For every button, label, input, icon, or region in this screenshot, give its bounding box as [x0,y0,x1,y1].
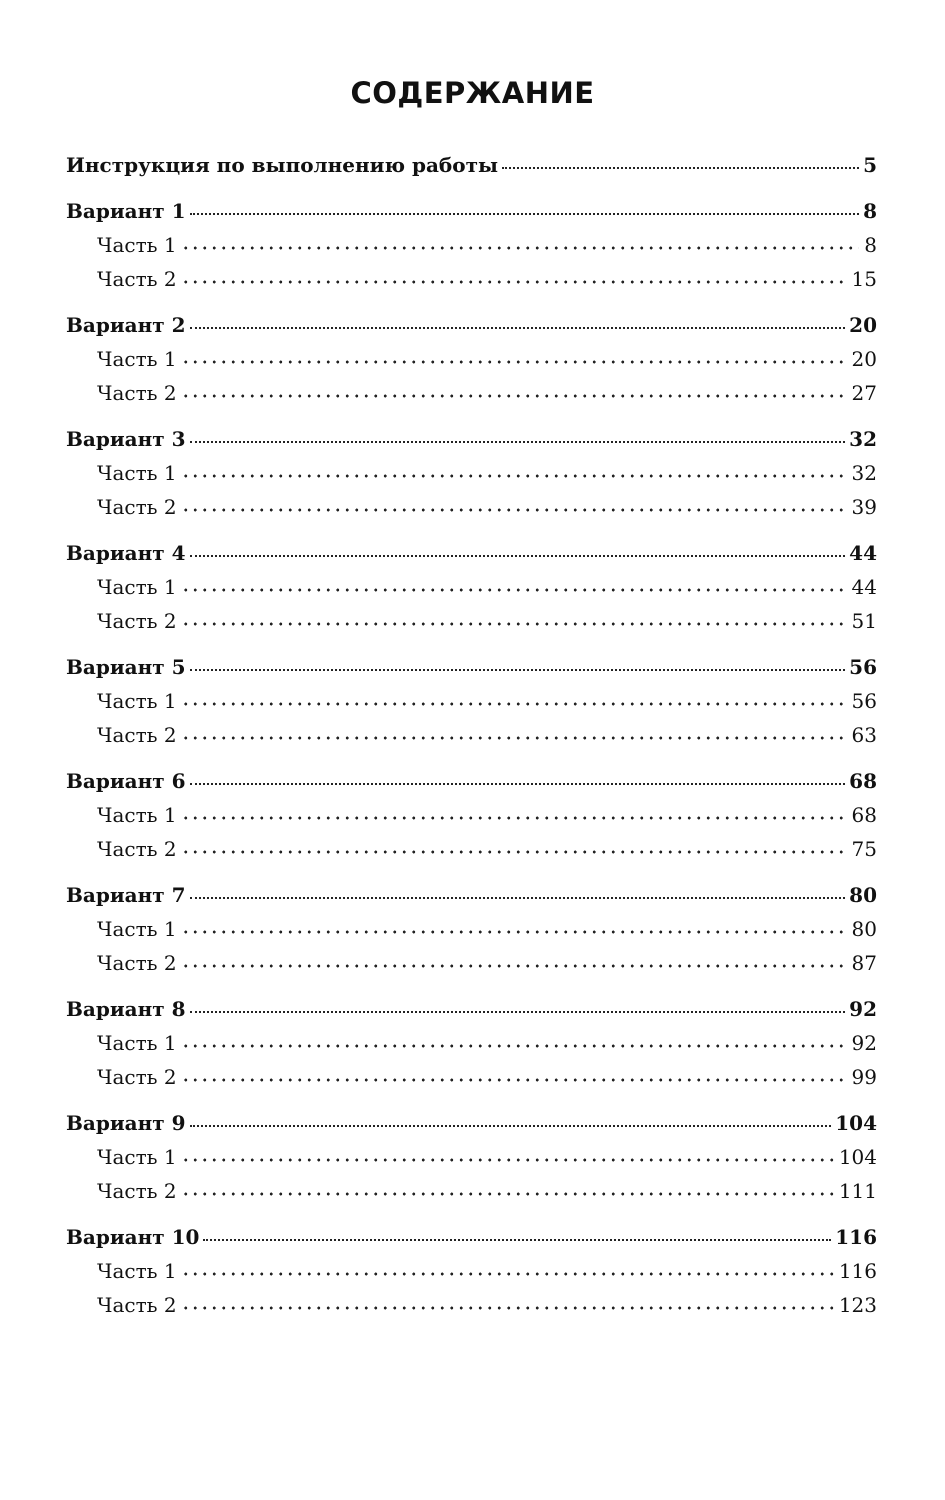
toc-page-number: 99 [851,1065,877,1089]
dot-leader [181,246,859,250]
toc-entry-variant-2-part-1[interactable] [66,342,877,376]
dot-leader [181,1272,835,1276]
toc-entry-label: Вариант 10 [66,1225,200,1249]
toc-entry-label: Часть 1 [97,689,177,713]
toc-entry-label: Часть 1 [97,803,177,827]
table-of-contents [66,148,877,1322]
dot-leader [190,439,846,443]
toc-entry-variant-2-part-2[interactable] [66,376,877,410]
toc-entry-label: Часть 1 [97,1145,177,1169]
dot-leader [181,702,848,706]
toc-page-number: 56 [849,655,877,679]
toc-page-number: 116 [835,1225,877,1249]
toc-entry-variant-7[interactable] [66,878,877,912]
dot-leader [502,165,859,169]
dot-leader [203,1237,831,1241]
toc-page-number: 111 [838,1179,877,1203]
toc-page-number: 20 [851,347,877,371]
toc-entry-label: Часть 1 [97,461,177,485]
page-title: СОДЕРЖАНИЕ [350,76,595,110]
toc-entry-variant-10-part-2[interactable] [66,1288,877,1322]
toc-page-number: 104 [835,1111,877,1135]
dot-leader [181,360,848,364]
toc-page-number: 32 [851,461,877,485]
toc-page-number: 8 [863,199,877,223]
toc-entry-label: Часть 1 [97,1031,177,1055]
dot-leader [181,850,848,854]
toc-page-number: 51 [851,609,877,633]
toc-entry-variant-4[interactable] [66,536,877,570]
toc-entry-label: Часть 1 [97,233,177,257]
dot-leader [181,930,848,934]
toc-entry-variant-1-part-2[interactable] [66,262,877,296]
toc-entry-label: Часть 2 [97,609,177,633]
toc-entry-intro[interactable] [66,148,877,182]
dot-leader [181,1192,835,1196]
toc-page-number: 123 [838,1293,877,1317]
toc-entry-variant-6[interactable] [66,764,877,798]
toc-entry-variant-9-part-1[interactable] [66,1140,877,1174]
dot-leader [190,667,846,671]
toc-entry-label: Часть 2 [97,1293,177,1317]
toc-entry-variant-4-part-1[interactable] [66,570,877,604]
toc-entry-variant-10[interactable] [66,1220,877,1254]
dot-leader [181,394,848,398]
toc-page-number: 39 [851,495,877,519]
toc-entry-label: Часть 2 [97,951,177,975]
dot-leader [190,211,859,215]
toc-entry-variant-10-part-1[interactable] [66,1254,877,1288]
toc-entry-variant-7-part-2[interactable] [66,946,877,980]
toc-page-number: 80 [851,917,877,941]
toc-page-number: 80 [849,883,877,907]
toc-entry-variant-6-part-1[interactable] [66,798,877,832]
toc-entry-variant-6-part-2[interactable] [66,832,877,866]
dot-leader [181,280,848,284]
toc-page-number: 8 [864,233,877,257]
toc-entry-label: Вариант 2 [66,313,186,337]
dot-leader [181,474,848,478]
toc-entry-variant-5-part-1[interactable] [66,684,877,718]
toc-entry-variant-3-part-2[interactable] [66,490,877,524]
toc-entry-variant-8-part-2[interactable] [66,1060,877,1094]
toc-page-number: 104 [838,1145,877,1169]
toc-entry-label: Вариант 3 [66,427,186,451]
dot-leader [181,1306,835,1310]
toc-entry-label: Часть 2 [97,495,177,519]
toc-page-number: 44 [849,541,877,565]
toc-entry-variant-7-part-1[interactable] [66,912,877,946]
toc-entry-label: Часть 1 [97,917,177,941]
toc-entry-variant-9[interactable] [66,1106,877,1140]
dot-leader [181,508,848,512]
dot-leader [181,588,848,592]
toc-entry-variant-4-part-2[interactable] [66,604,877,638]
toc-entry-label: Часть 1 [97,347,177,371]
toc-entry-label: Часть 2 [97,1179,177,1203]
toc-page-number: 87 [851,951,877,975]
dot-leader [181,1158,835,1162]
dot-leader [190,553,846,557]
toc-entry-variant-5[interactable] [66,650,877,684]
toc-page-number: 27 [851,381,877,405]
toc-entry-variant-8[interactable] [66,992,877,1026]
dot-leader [181,1078,848,1082]
toc-page-number: 116 [838,1259,877,1283]
toc-entry-label: Инструкция по выполнению работы [66,153,499,177]
toc-entry-label: Вариант 8 [66,997,186,1021]
toc-entry-label: Вариант 1 [66,199,186,223]
toc-entry-variant-2[interactable] [66,308,877,342]
toc-entry-label: Вариант 5 [66,655,186,679]
toc-entry-label: Вариант 7 [66,883,186,907]
dot-leader [181,1044,848,1048]
dot-leader [190,325,846,329]
dot-leader [190,895,846,899]
dot-leader [190,781,846,785]
toc-entry-variant-9-part-2[interactable] [66,1174,877,1208]
dot-leader [190,1123,832,1127]
toc-page-number: 20 [849,313,877,337]
toc-page-number: 44 [851,575,877,599]
toc-entry-label: Часть 2 [97,837,177,861]
toc-entry-label: Часть 2 [97,1065,177,1089]
toc-entry-variant-1-part-1[interactable] [66,228,877,262]
toc-entry-label: Часть 2 [97,381,177,405]
toc-entry-variant-8-part-1[interactable] [66,1026,877,1060]
toc-entry-label: Вариант 9 [66,1111,186,1135]
toc-entry-variant-3[interactable] [66,422,877,456]
toc-page-number: 92 [851,1031,877,1055]
toc-entry-variant-5-part-2[interactable] [66,718,877,752]
toc-entry-label: Вариант 4 [66,541,186,565]
toc-page-number: 92 [849,997,877,1021]
toc-entry-variant-1[interactable] [66,194,877,228]
toc-entry-label: Часть 2 [97,267,177,291]
toc-entry-label: Вариант 6 [66,769,186,793]
toc-entry-label: Часть 1 [97,575,177,599]
toc-entry-label: Часть 1 [97,1259,177,1283]
toc-page-number: 68 [849,769,877,793]
dot-leader [181,736,848,740]
toc-page-number: 68 [851,803,877,827]
toc-page-number: 75 [851,837,877,861]
toc-page-number: 63 [851,723,877,747]
dot-leader [181,816,848,820]
toc-entry-variant-3-part-1[interactable] [66,456,877,490]
toc-page-number: 32 [849,427,877,451]
dot-leader [190,1009,846,1013]
dot-leader [181,964,848,968]
dot-leader [181,622,848,626]
toc-page-number: 5 [863,153,877,177]
toc-page-number: 56 [851,689,877,713]
toc-entry-label: Часть 2 [97,723,177,747]
toc-page-number: 15 [851,267,877,291]
